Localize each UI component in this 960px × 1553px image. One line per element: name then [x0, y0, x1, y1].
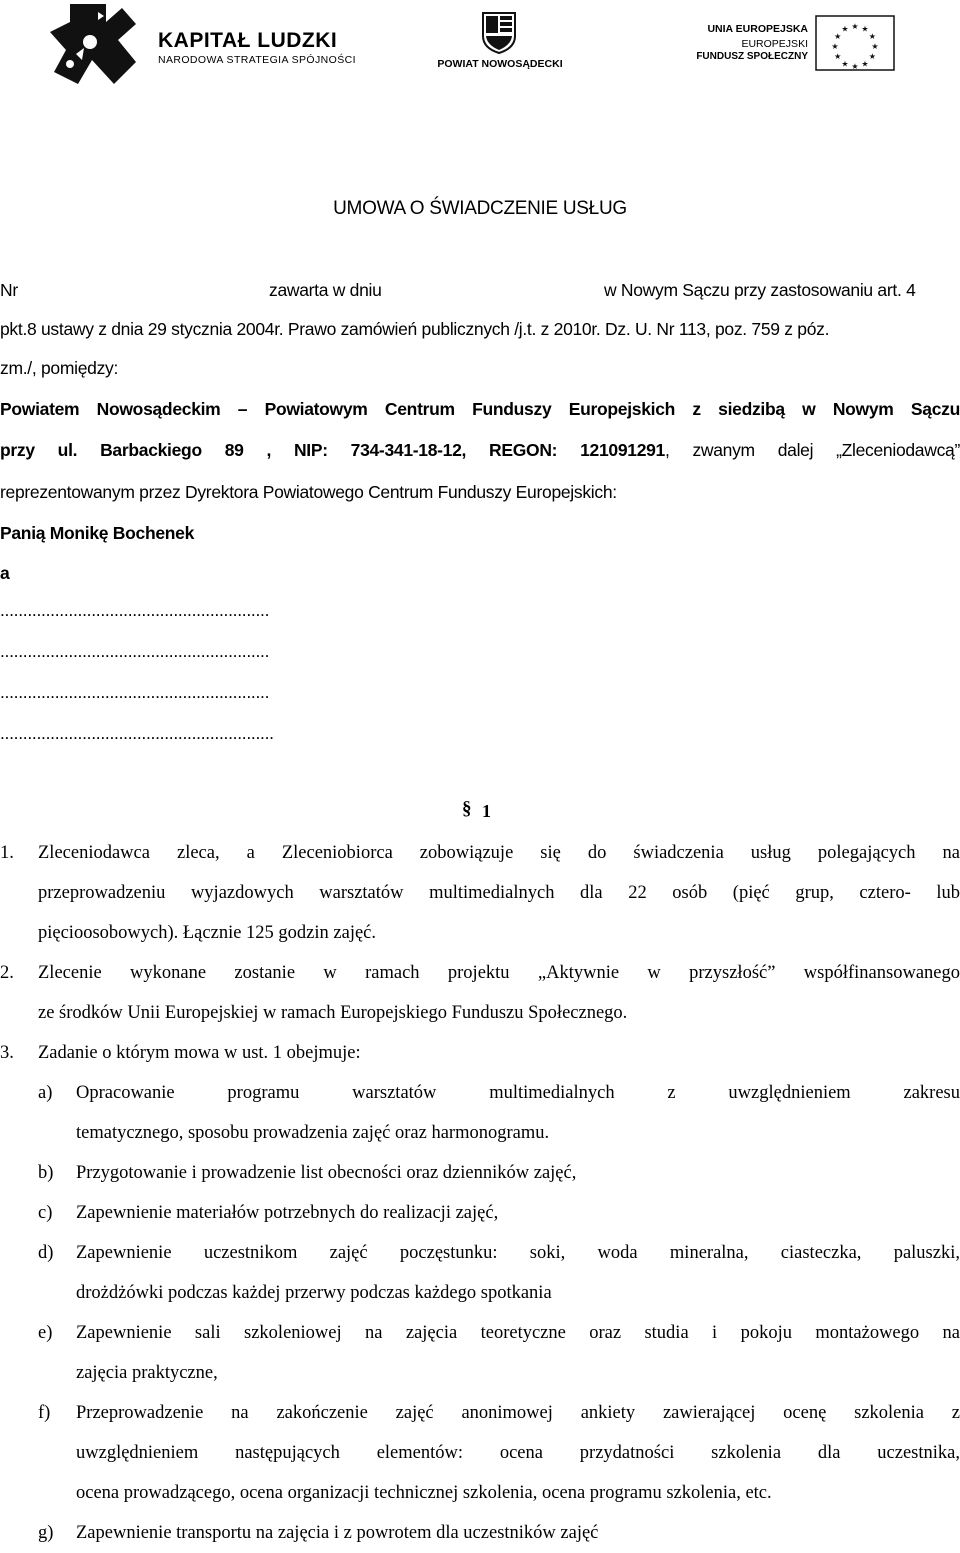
list-item-g-line-1: Zapewnienie transportu na zajęcia i z powrotem dla uczestników zajęć: [76, 1523, 599, 1543]
kapital-ludzki-title: KAPITAŁ LUDZKI: [158, 29, 338, 52]
paragraph-3-number: 3.: [0, 1043, 14, 1063]
powiat-crest-icon: [482, 12, 516, 54]
paragraph-2-line-1: Zlecenie wykonane zostanie w ramach projektu „Aktywnie w przyszłość” współfinansowanego: [38, 963, 960, 983]
paragraph-2-line-2: ze środków Unii Europejskiej w ramach Europejskiego Funduszu Społecznego.: [38, 1003, 628, 1023]
list-item-c: [38, 1193, 960, 1233]
contractor-blank-1: ...........................................................: [0, 600, 270, 620]
ue-line-1: UNIA EUROPEJSKA: [707, 23, 808, 35]
ue-line-3: FUNDUSZ SPOŁECZNY: [696, 51, 808, 62]
paragraph-1-line-1: Zleceniodawca zleca, a Zleceniobiorca zobowiązuje się do świadczenia usług polegających na: [38, 843, 960, 863]
svg-text:★: ★: [868, 52, 876, 61]
contractor-blank-4: ............................................................: [0, 723, 274, 743]
intro-representative: reprezentowanym przez Dyrektora Powiatowego Centrum Funduszy Europejskich:: [0, 482, 617, 502]
intro-parties: zm./, pomiędzy:: [0, 358, 119, 378]
list-item-f-label: f): [38, 1403, 51, 1423]
list-item-g: [38, 1513, 960, 1549]
svg-text:★: ★: [861, 24, 869, 34]
section-number: 1: [482, 801, 491, 821]
svg-text:★: ★: [868, 32, 876, 41]
list-item-f: [38, 1393, 960, 1513]
intro-date-label: zawarta w dniu: [269, 280, 382, 300]
contractor-blank-2: ...........................................................: [0, 641, 270, 661]
client-address-rest: , zwanym dalej „Zleceniodawcą”: [665, 440, 960, 460]
powiat-nowosadecki-logo: [430, 10, 570, 72]
list-item-c-label: c): [38, 1203, 53, 1223]
svg-text:★: ★: [851, 62, 859, 71]
eu-flag-icon: [815, 15, 895, 71]
svg-text:★: ★: [834, 52, 842, 61]
list-item-a-label: a): [38, 1083, 53, 1103]
list-item-d-line-1: Zapewnienie uczestnikom zajęć poczęstunku: soki, woda mineralna, ciasteczka, paluszki,: [76, 1243, 960, 1263]
eu-social-fund-logo: [696, 15, 900, 73]
paragraph-1-line-3: pięcioosobowych). Łącznie 125 godzin zajęć.: [38, 923, 377, 943]
list-item-e-line-2: zajęcia praktyczne,: [76, 1363, 218, 1383]
kapital-ludzki-logo: [40, 0, 356, 88]
document-title: UMOWA O ŚWIADCZENIE USŁUG: [333, 198, 627, 219]
svg-text:★: ★: [831, 42, 839, 51]
list-item-d-line-2: drożdżówki podczas każdej przerwy podczas każdego spotkania: [76, 1283, 552, 1303]
svg-text:★: ★: [834, 32, 842, 41]
list-item-f-line-3: ocena prowadzącego, ocena organizacji technicznej szkolenia, ocena programu szkolenia, etc.: [76, 1483, 772, 1503]
intro-legal-basis: pkt.8 ustawy z dnia 29 stycznia 2004r. Prawo zamówień publicznych /j.t. z 2010r. Dz. U. Nr 113, poz. 759 z póz.: [0, 319, 830, 339]
list-item-d: [38, 1233, 960, 1313]
kapital-ludzki-subtitle: NARODOWA STRATEGIA SPÓJNOŚCI: [158, 54, 356, 66]
intro-nr: Nr: [0, 280, 18, 300]
paragraph-1-number: 1.: [0, 843, 14, 863]
list-item-a-line-2: tematycznego, sposobu prowadzenia zajęć oraz harmonogramu.: [76, 1123, 550, 1143]
svg-text:★: ★: [841, 59, 849, 69]
list-item-a-line-1: Opracowanie programu warsztatów multimedialnych z uwzględnieniem zakresu: [76, 1083, 960, 1103]
list-item-e-line-1: Zapewnienie sali szkoleniowej na zajęcia teoretyczne oraz studia i pokoju montażowego na: [76, 1323, 960, 1343]
list-item-b: [38, 1153, 960, 1193]
intro-client-address: [0, 436, 960, 464]
client-name-text: Powiatem Nowosądeckim – Powiatowym Centrum Funduszy Europejskich z siedzibą w Nowym Sączu: [0, 399, 960, 419]
intro-representative-name: Panią Monikę Bochenek: [0, 523, 195, 543]
paragraph-1: [0, 833, 960, 953]
list-item-e: [38, 1313, 960, 1393]
svg-text:★: ★: [861, 59, 869, 69]
list-item-b-line-1: Przygotowanie i prowadzenie list obecności oraz dzienników zajęć,: [76, 1163, 577, 1183]
paragraph-2: [0, 953, 960, 1033]
powiat-label: POWIAT NOWOSĄDECKI: [437, 58, 563, 70]
intro-client-name: [0, 395, 960, 423]
svg-text:★: ★: [841, 24, 849, 34]
kapital-ludzki-emblem-icon: [48, 2, 138, 86]
list-item-e-label: e): [38, 1323, 53, 1343]
contractor-blank-3: ...........................................................: [0, 682, 270, 702]
client-address-bold: przy ul. Barbackiego 89 , NIP: 734-341-18-12, REGON: 121091291: [0, 440, 665, 460]
list-item-c-line-1: Zapewnienie materiałów potrzebnych do realizacji zajęć,: [76, 1203, 499, 1223]
paragraph-1-line-2: przeprowadzeniu wyjazdowych warsztatów multimedialnych dla 22 osób (pięć grup, cztero- lub: [38, 883, 960, 903]
section-sign: §: [462, 798, 472, 819]
intro-and: a: [0, 563, 10, 583]
svg-text:★: ★: [871, 42, 879, 51]
list-item-d-label: d): [38, 1243, 54, 1263]
svg-text:★: ★: [851, 22, 859, 31]
paragraph-3: [0, 1033, 960, 1073]
list-item-g-label: g): [38, 1523, 54, 1543]
list-item-f-line-2: uwzględnieniem następujących elementów: ocena przydatności szkolenia dla uczestnika,: [76, 1443, 960, 1463]
paragraph-2-number: 2.: [0, 963, 14, 983]
list-item-f-line-1: Przeprowadzenie na zakończenie zajęć anonimowej ankiety zawierającej ocenę szkolenia z: [76, 1403, 960, 1423]
ue-line-2: EUROPEJSKI: [741, 38, 808, 50]
intro-place: w Nowym Sączu przy zastosowaniu art. 4: [604, 280, 916, 300]
list-item-a: [38, 1073, 960, 1153]
paragraph-3-line-1: Zadanie o którym mowa w ust. 1 obejmuje:: [38, 1043, 361, 1063]
list-item-b-label: b): [38, 1163, 54, 1183]
